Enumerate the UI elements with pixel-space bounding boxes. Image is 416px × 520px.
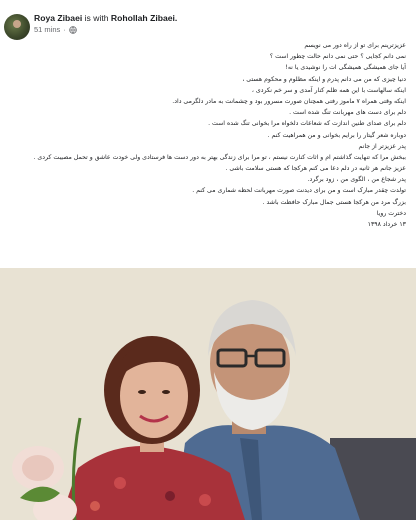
globe-icon[interactable]	[69, 26, 77, 34]
post-text-line: اینکه وقتی همراه ۷ ماموز رفتی همچنان صورت مسرور بود و چشمانت به مادر دلگرمی داد.	[172, 97, 406, 105]
post-photo[interactable]	[0, 268, 416, 520]
post-text-line: اینکه سالهاست با این همه ظلم کنار آمدی و سر خم نکردی ،	[251, 86, 406, 94]
post-text-line: عزیزترینم برای تو از راه دور می نویسم	[304, 42, 406, 49]
post-text-line: پدر عزیزتر از جانم	[358, 142, 406, 150]
post-body-text	[11, 40, 406, 230]
post-text-line: آیا جای همیشگی همیشگی ات را نوشیدی یا نه!	[285, 64, 406, 72]
is-with-text: is with	[84, 13, 109, 23]
post-text-line: دوباره شعر گیتار را برایم بخوانی و من همراهیت کنم .	[267, 131, 406, 139]
post-text-line: دلم برای دست های مهربانت تنگ شده است .	[289, 109, 406, 117]
post-timestamp[interactable]: 51 mins	[34, 25, 61, 34]
post-text-line: بزرگ مرد من هرکجا هستی جمال مبارک حافظت باشد .	[262, 198, 406, 206]
post-text-line: دخترت رویا	[376, 209, 406, 217]
meta-separator: ·	[63, 25, 66, 34]
post-text-line: پدر شجاع من ، الگوی من ، زود برگرد.	[307, 176, 406, 184]
post-text-line: تولدت چقدر مبارک است و من برای دیدنت صورت مهربانت لحظه شماری می کنم .	[192, 187, 406, 195]
post-text-line: نمی دانم کجایی ؟ حتی نمی دانم حالت چطور است ؟	[269, 53, 406, 61]
post-meta	[34, 25, 77, 34]
photo-illustration	[0, 268, 416, 520]
post-header	[0, 0, 416, 44]
post-text-line: ۱۳ خرداد ۱۳۹۸	[367, 221, 406, 228]
author-avatar[interactable]	[4, 14, 30, 40]
post-text-line: دلم برای صدای طنین اندازت که شعاعات دلخواه مرا بخوانی تنگ شده است .	[208, 120, 406, 128]
post-text-line: ببخش مرا که تنهایت گذاشتم ام و اثات کنارت نیستم ، تو مرا برای زندگی بهتر به دور دست ها فرستادی ولی خودت عاشق و تحمل مصیبت کردی .	[33, 153, 406, 161]
author-name[interactable]: Roya Zibaei	[34, 13, 83, 23]
tagged-person[interactable]: Rohollah Zibaei.	[110, 13, 178, 23]
post-text-line: دنیا چیزی که من می دانم پدرم و اینکه مظلوم و محکوم هستی ،	[242, 75, 406, 83]
post-text-line: عزیز جانم هر ثانیه در دلم دعا می کنم هرکجا که هستی سلامت باشی .	[225, 165, 406, 173]
post-author-line	[34, 13, 177, 23]
